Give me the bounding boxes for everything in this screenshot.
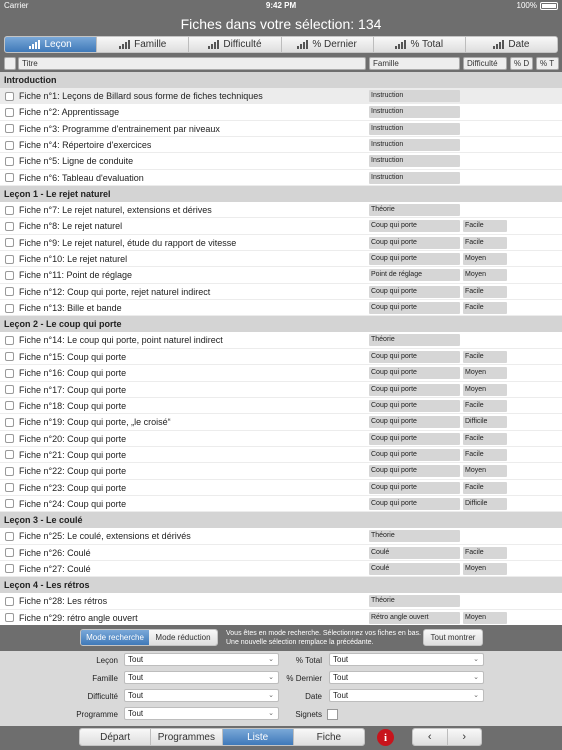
row-title: Fiche n°5: Ligne de conduite: [19, 156, 134, 167]
battery-indicator: [517, 0, 558, 12]
row-checkbox[interactable]: [5, 434, 14, 443]
row-difficulte: Facile: [463, 237, 507, 249]
table-row[interactable]: [0, 251, 562, 267]
row-checkbox[interactable]: [5, 352, 14, 361]
chevron-down-icon: ⌄: [268, 674, 274, 681]
row-title: Fiche n°16: Coup qui porte: [19, 368, 127, 379]
row-checkbox[interactable]: [5, 336, 14, 345]
row-title: Fiche n°18: Coup qui porte: [19, 400, 127, 411]
column-header-pct-d[interactable]: % D: [510, 57, 533, 70]
row-famille: Coup qui porte: [369, 351, 460, 363]
filter-date-select[interactable]: [329, 689, 484, 702]
section-header: Leçon 3 - Le coulé: [0, 512, 562, 528]
sort-tab-label: % Dernier: [312, 39, 357, 50]
mode-recherche-button[interactable]: Mode recherche: [81, 630, 149, 645]
filter-famille-select[interactable]: [124, 671, 279, 684]
row-checkbox[interactable]: [5, 401, 14, 410]
filter-label-difficulte: Difficulté: [87, 692, 118, 701]
row-famille: Coup qui porte: [369, 482, 460, 494]
table-row[interactable]: [0, 398, 562, 414]
mode-reduction-button[interactable]: Mode réduction: [149, 630, 217, 645]
filter-difficulte-value: Tout: [128, 691, 144, 700]
filter-panel: [0, 651, 562, 726]
table-row[interactable]: [0, 218, 562, 234]
chevron-down-icon: ⌄: [268, 710, 274, 717]
table-row[interactable]: [0, 153, 562, 169]
row-difficulte: Facile: [463, 482, 507, 494]
sort-tab-label: Date: [508, 39, 530, 50]
row-title: Fiche n°11: Point de réglage: [19, 270, 133, 281]
filter-label-lecon: Leçon: [96, 656, 118, 665]
section-header: Introduction: [0, 72, 562, 88]
row-famille: Coup qui porte: [369, 253, 460, 265]
table-row[interactable]: [0, 528, 562, 544]
battery-percent: 100%: [516, 1, 537, 10]
table-row[interactable]: [0, 121, 562, 137]
main-tab-bar: [79, 728, 365, 746]
table-row[interactable]: [0, 349, 562, 365]
row-famille: Coup qui porte: [369, 302, 460, 314]
filter-famille-value: Tout: [128, 673, 144, 682]
filter-label-programme: Programme: [76, 710, 118, 719]
row-famille: Coulé: [369, 547, 460, 559]
table-row[interactable]: [0, 170, 562, 186]
row-title: Fiche n°2: Apprentissage: [19, 107, 120, 118]
row-title: Fiche n°21: Coup qui porte: [19, 449, 127, 460]
previous-arrow-icon[interactable]: ‹: [413, 729, 448, 745]
table-row[interactable]: [0, 593, 562, 609]
row-famille: Coup qui porte: [369, 367, 460, 379]
sort-tab-label: Leçon: [44, 39, 72, 50]
row-difficulte: Moyen: [463, 253, 507, 265]
filter-pct-total-value: Tout: [333, 655, 349, 664]
row-title: Fiche n°27: Coulé: [19, 563, 91, 574]
row-checkbox[interactable]: [5, 206, 14, 215]
row-checkbox[interactable]: [5, 564, 14, 573]
filter-date-value: Tout: [333, 691, 349, 700]
filter-label-signets: Signets: [295, 710, 322, 719]
row-difficulte: Facile: [463, 400, 507, 412]
mode-segmented-control: [80, 629, 218, 646]
column-header-famille[interactable]: Famille: [369, 57, 460, 70]
row-checkbox[interactable]: [5, 157, 14, 166]
row-title: Fiche n°4: Répertoire d'exercices: [19, 140, 152, 151]
sort-tab-label: Famille: [134, 39, 167, 50]
battery-icon: [540, 2, 558, 10]
row-famille: Instruction: [369, 172, 460, 184]
tab-programmes[interactable]: Programmes: [151, 729, 222, 745]
signets-checkbox[interactable]: [327, 709, 338, 720]
row-title: Fiche n°12: Coup qui porte, rejet naturel indirect: [19, 286, 211, 297]
sort-tab[interactable]: [374, 37, 466, 52]
column-header-pct-t[interactable]: % T: [536, 57, 559, 70]
row-title: Fiche n°17: Coup qui porte: [19, 384, 127, 395]
bar-chart-icon: [119, 40, 130, 49]
row-famille: Coup qui porte: [369, 400, 460, 412]
row-famille: Point de réglage: [369, 269, 460, 281]
row-difficulte: Facile: [463, 433, 507, 445]
table-row[interactable]: [0, 267, 562, 283]
table-row[interactable]: [0, 202, 562, 218]
section-header: Leçon 1 - Le rejet naturel: [0, 186, 562, 202]
filter-label-pct-dernier: % Dernier: [286, 674, 322, 683]
filter-pct-dernier-value: Tout: [333, 673, 349, 682]
sort-tab-label: % Total: [410, 39, 444, 50]
row-title: Fiche n°10: Le rejet naturel: [19, 254, 128, 265]
row-famille: Coup qui porte: [369, 286, 460, 298]
table-row[interactable]: [0, 300, 562, 316]
info-icon[interactable]: i: [377, 729, 394, 746]
table-row[interactable]: [0, 431, 562, 447]
table-row[interactable]: [0, 88, 562, 104]
tab-liste[interactable]: Liste: [223, 729, 294, 745]
row-title: Fiche n°6: Tableau d'evaluation: [19, 172, 144, 183]
row-title: Fiche n°22: Coup qui porte: [19, 466, 127, 477]
row-checkbox[interactable]: [5, 467, 14, 476]
filter-programme-value: Tout: [128, 709, 144, 718]
sort-tab[interactable]: [97, 37, 189, 52]
row-title: Fiche n°1: Leçons de Billard sous forme de fiches techniques: [19, 91, 263, 101]
row-checkbox[interactable]: [5, 385, 14, 394]
table-row[interactable]: [0, 137, 562, 153]
row-famille: Coup qui porte: [369, 220, 460, 232]
row-famille: Coup qui porte: [369, 384, 460, 396]
row-difficulte: Facile: [463, 351, 507, 363]
row-checkbox[interactable]: [5, 304, 14, 313]
row-title: Fiche n°25: Le coulé, extensions et dérivés: [19, 531, 191, 542]
tout-montrer-button[interactable]: Tout montrer: [423, 629, 483, 646]
status-bar: [0, 0, 562, 12]
sort-tab[interactable]: [5, 37, 97, 52]
next-arrow-icon[interactable]: ›: [448, 729, 482, 745]
row-famille: Théorie: [369, 530, 460, 542]
row-title: Fiche n°20: Coup qui porte: [19, 433, 127, 444]
row-checkbox[interactable]: [5, 418, 14, 427]
table-row[interactable]: [0, 332, 562, 348]
row-famille: Instruction: [369, 90, 460, 102]
row-famille: Coup qui porte: [369, 449, 460, 461]
row-difficulte: Difficile: [463, 498, 507, 510]
row-checkbox[interactable]: [5, 222, 14, 231]
row-famille: Théorie: [369, 595, 460, 607]
chevron-down-icon: ⌄: [473, 656, 479, 663]
row-checkbox[interactable]: [5, 238, 14, 247]
row-checkbox[interactable]: [5, 450, 14, 459]
filter-programme-select[interactable]: [124, 707, 279, 720]
row-difficulte: Moyen: [463, 563, 507, 575]
row-title: Fiche n°28: Les rétros: [19, 596, 108, 607]
row-checkbox[interactable]: [5, 369, 14, 378]
table-row[interactable]: [0, 104, 562, 120]
row-title: Fiche n°14: Le coup qui porte, point naturel indirect: [19, 335, 223, 346]
row-checkbox[interactable]: [5, 124, 14, 133]
row-famille: Instruction: [369, 123, 460, 135]
filter-lecon-select[interactable]: [124, 653, 279, 666]
row-checkbox[interactable]: [5, 287, 14, 296]
fiche-navigation: [412, 728, 482, 746]
fiche-list[interactable]: [0, 72, 562, 625]
filter-difficulte-select[interactable]: [124, 689, 279, 702]
row-difficulte: Moyen: [463, 269, 507, 281]
row-famille: Instruction: [369, 106, 460, 118]
table-row[interactable]: [0, 414, 562, 430]
row-difficulte: Moyen: [463, 384, 507, 396]
tab-fiche[interactable]: Fiche: [294, 729, 364, 745]
chevron-down-icon: ⌄: [268, 656, 274, 663]
column-header-difficulte[interactable]: Difficulté: [463, 57, 507, 70]
row-title: Fiche n°9: Le rejet naturel, étude du rapport de vitesse: [19, 237, 237, 248]
table-row[interactable]: [0, 284, 562, 300]
table-row[interactable]: [0, 235, 562, 251]
chevron-down-icon: ⌄: [473, 692, 479, 699]
row-checkbox[interactable]: [5, 613, 14, 622]
row-difficulte: Facile: [463, 286, 507, 298]
row-famille: Coulé: [369, 563, 460, 575]
filter-lecon-value: Tout: [128, 655, 144, 664]
row-famille: Instruction: [369, 155, 460, 167]
row-difficulte: Facile: [463, 302, 507, 314]
row-checkbox[interactable]: [5, 597, 14, 606]
row-title: Fiche n°26: Coulé: [19, 547, 91, 558]
sort-tab-label: Difficulté: [223, 39, 262, 50]
row-famille: Coup qui porte: [369, 465, 460, 477]
mode-info-text: Vous êtes en mode recherche. Sélectionnez vos fiches en bas. Une nouvelle sélection remplace la précédante.: [226, 630, 421, 646]
section-header: Leçon 4 - Les rétros: [0, 577, 562, 593]
table-row[interactable]: [0, 382, 562, 398]
row-title: Fiche n°13: Bille et bande: [19, 303, 122, 314]
row-famille: Théorie: [369, 334, 460, 346]
row-famille: Coup qui porte: [369, 498, 460, 510]
row-checkbox[interactable]: [5, 141, 14, 150]
row-title: Fiche n°29: rétro angle ouvert: [19, 612, 138, 623]
row-difficulte: Moyen: [463, 612, 507, 624]
row-checkbox[interactable]: [5, 548, 14, 557]
row-checkbox[interactable]: [5, 483, 14, 492]
column-header-titre[interactable]: Titre: [18, 57, 366, 70]
row-famille: Coup qui porte: [369, 237, 460, 249]
sort-tab[interactable]: [189, 37, 281, 52]
bar-chart-icon: [395, 40, 406, 49]
filter-pct-total-select[interactable]: [329, 653, 484, 666]
row-difficulte: Facile: [463, 449, 507, 461]
filter-pct-dernier-select[interactable]: [329, 671, 484, 684]
clock: 9:42 PM: [265, 1, 297, 10]
table-row[interactable]: [0, 561, 562, 577]
table-row[interactable]: [0, 365, 562, 381]
table-row[interactable]: [0, 463, 562, 479]
row-checkbox[interactable]: [5, 255, 14, 264]
row-famille: Théorie: [369, 204, 460, 216]
table-row[interactable]: [0, 545, 562, 561]
row-difficulte: Moyen: [463, 367, 507, 379]
row-checkbox[interactable]: [5, 92, 14, 101]
sort-tab[interactable]: [282, 37, 374, 52]
table-row[interactable]: [0, 496, 562, 512]
row-title: Fiche n°7: Le rejet naturel, extensions et dérives: [19, 205, 212, 216]
row-checkbox[interactable]: [5, 173, 14, 182]
row-checkbox[interactable]: [5, 271, 14, 280]
bottom-panel: [0, 625, 562, 750]
row-famille: Rétro angle ouvert: [369, 612, 460, 624]
bar-chart-icon: [208, 40, 219, 49]
row-famille: Instruction: [369, 139, 460, 151]
row-title: Fiche n°3: Programme d'entrainement par niveaux: [19, 123, 220, 134]
row-difficulte: Difficile: [463, 416, 507, 428]
carrier-label: Carrier: [4, 1, 29, 10]
row-title: Fiche n°15: Coup qui porte: [19, 351, 127, 362]
section-header: Leçon 2 - Le coup qui porte: [0, 316, 562, 332]
filter-label-pct-total: % Total: [295, 656, 322, 665]
bar-chart-icon: [493, 40, 504, 49]
chevron-down-icon: ⌄: [473, 674, 479, 681]
header: [0, 12, 562, 72]
row-title: Fiche n°19: Coup qui porte, „le croisé“: [19, 417, 171, 428]
sort-tab[interactable]: [466, 37, 557, 52]
bar-chart-icon: [29, 40, 40, 49]
sort-segmented-control: [4, 36, 558, 53]
table-row[interactable]: [0, 480, 562, 496]
column-header-checkbox[interactable]: [4, 57, 16, 70]
table-row[interactable]: [0, 447, 562, 463]
row-checkbox[interactable]: [5, 108, 14, 117]
row-difficulte: Facile: [463, 547, 507, 559]
row-checkbox[interactable]: [5, 532, 14, 541]
page-title: Fiches dans votre sélection: 134: [180, 16, 382, 32]
filter-label-date: Date: [305, 692, 322, 701]
row-title: Fiche n°23: Coup qui porte: [19, 482, 127, 493]
row-difficulte: Facile: [463, 220, 507, 232]
chevron-down-icon: ⌄: [268, 692, 274, 699]
row-famille: Coup qui porte: [369, 433, 460, 445]
row-title: Fiche n°24: Coup qui porte: [19, 498, 127, 509]
tab-depart[interactable]: Départ: [80, 729, 151, 745]
row-difficulte: Moyen: [463, 465, 507, 477]
table-row[interactable]: [0, 610, 562, 625]
row-title: Fiche n°8: Le rejet naturel: [19, 221, 123, 232]
bar-chart-icon: [297, 40, 308, 49]
row-checkbox[interactable]: [5, 499, 14, 508]
row-famille: Coup qui porte: [369, 416, 460, 428]
filter-label-famille: Famille: [92, 674, 118, 683]
